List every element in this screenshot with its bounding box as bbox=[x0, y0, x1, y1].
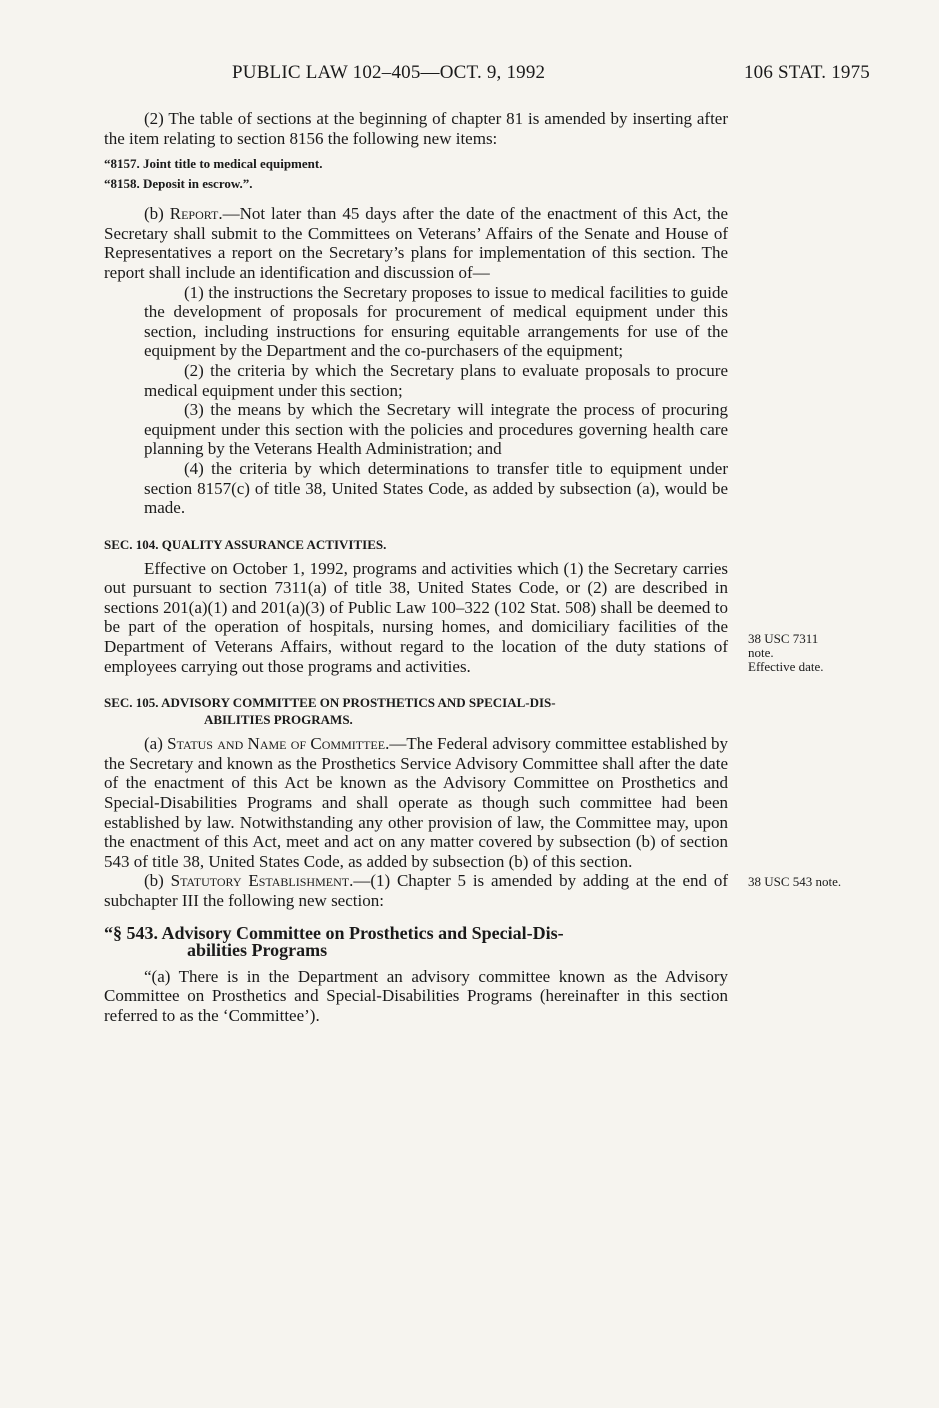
report-heading: Report bbox=[169, 204, 219, 224]
sec-105-a-text: .—The Federal advisory committee established by the Secretary and known as the Prosthetics Service Advisory Committee shall after the date of the enactment of this Act be known as the Advisory Committee on Prosthetics and Special-Disabilities Programs and shall operate as though such committee had been established by law. Notwithstanding any other provision of law, the Committee may, upon the enactment of this Act, meet and act on any matter covered by subsection (b) of section 543 of title 38, United States Code, as added by subsection (b) of this section. bbox=[104, 734, 728, 871]
sec-543-heading bbox=[104, 922, 728, 960]
list-item: “8157. Joint title to medical equipment. bbox=[104, 156, 323, 172]
report-lead: (b) bbox=[144, 204, 170, 224]
statute-page-number: 106 STAT. 1975 bbox=[743, 62, 870, 83]
margin-note-line: 38 USC 7311 bbox=[748, 631, 819, 646]
paragraph-2: (2) The table of sections at the beginning of chapter 81 is amended by inserting after the item relating to section 8156 the following new items: bbox=[104, 109, 728, 148]
sec-105-b-heading: Statutory Establishment bbox=[170, 871, 350, 891]
report-item-3: (3) the means by which the Secretary will integrate the process of procuring equipment under this section with the policies and procedures governing health care planning by the Veterans Health Administration; and bbox=[144, 400, 728, 459]
sec-543-heading-line2: abilities Programs bbox=[187, 939, 328, 960]
sec-105-b-paragraph bbox=[104, 871, 728, 910]
report-text: .—Not later than 45 days after the date of the enactment of this Act, the Secretary shall submit to the Committees on Veterans’ Affairs of the Senate and House of Representatives a report on the Secretary’s plans for implementation of this section. The report shall include an identification and discussion of— bbox=[104, 204, 728, 282]
sec-543-text: “(a) There is in the Department an advisory committee known as the Advisory Committee on Prosthetics and Special-Disabilities Programs (hereinafter in this section referred to as the ‘Committee’). bbox=[104, 966, 728, 1025]
report-item-4: (4) the criteria by which determinations to transfer title to equipment under section 8157(c) of title 38, United States Code, as added by subsection (a), would be made. bbox=[144, 458, 728, 518]
report-paragraph bbox=[104, 204, 728, 282]
list-item: “8158. Deposit in escrow.”. bbox=[104, 176, 253, 192]
document-body bbox=[104, 109, 728, 1025]
sec-104-margin-note bbox=[748, 632, 888, 674]
sec-105-margin-note: 38 USC 543 note. bbox=[748, 874, 842, 889]
report-item-2: (2) the criteria by which the Secretary plans to evaluate proposals to procure medical equipment under this section; bbox=[144, 360, 728, 400]
sec-105-heading-line1: SEC. 105. ADVISORY COMMITTEE ON PROSTHETICS AND SPECIAL-DIS- bbox=[104, 695, 556, 711]
margin-note-line: note. bbox=[748, 645, 774, 660]
sec-105-a-paragraph bbox=[104, 734, 728, 871]
sec-105-b-text: .—(1) Chapter 5 is amended by adding at the end of subchapter III the following new section: bbox=[104, 871, 728, 910]
report-item-1: (1) the instructions the Secretary proposes to issue to medical facilities to guide the development of proposals for procurement of medical equipment under this section, including instructions for ensuring equitable arrangements for use of the equipment by the Department and the co-purchasers of the equipment; bbox=[144, 282, 728, 361]
sec-105-a-heading: Status and Name of Committee bbox=[167, 734, 386, 754]
law-title: PUBLIC LAW 102–405—OCT. 9, 1992 bbox=[232, 62, 546, 83]
sec-105-heading-line2: ABILITIES PROGRAMS. bbox=[204, 712, 353, 728]
margin-note-line: Effective date. bbox=[748, 659, 824, 674]
sec-105-a-lead: (a) bbox=[144, 734, 168, 754]
sec-105-b-lead: (b) bbox=[144, 871, 171, 891]
sec-105-heading bbox=[104, 694, 728, 728]
sec-543-heading-line1: “§ 543. Advisory Committee on Prosthetics and Special-Dis- bbox=[104, 922, 564, 943]
sec-104-heading: SEC. 104. QUALITY ASSURANCE ACTIVITIES. bbox=[104, 536, 387, 552]
sec-104-text: Effective on October 1, 1992, programs and activities which (1) the Secretary carries out pursuant to section 7311(a) of title 38, United States Code, or (2) are described in sections 201(a)(1) and 201(a)(3) of Public Law 100–322 (102 Stat. 508) shall be deemed to be part of the operation of hospitals, nursing homes, and domiciliary facilities of the Department of Veterans Affairs, without regard to the location of the duty stations of employees carrying out those programs and activities. bbox=[104, 558, 728, 676]
new-items-list bbox=[104, 154, 728, 194]
